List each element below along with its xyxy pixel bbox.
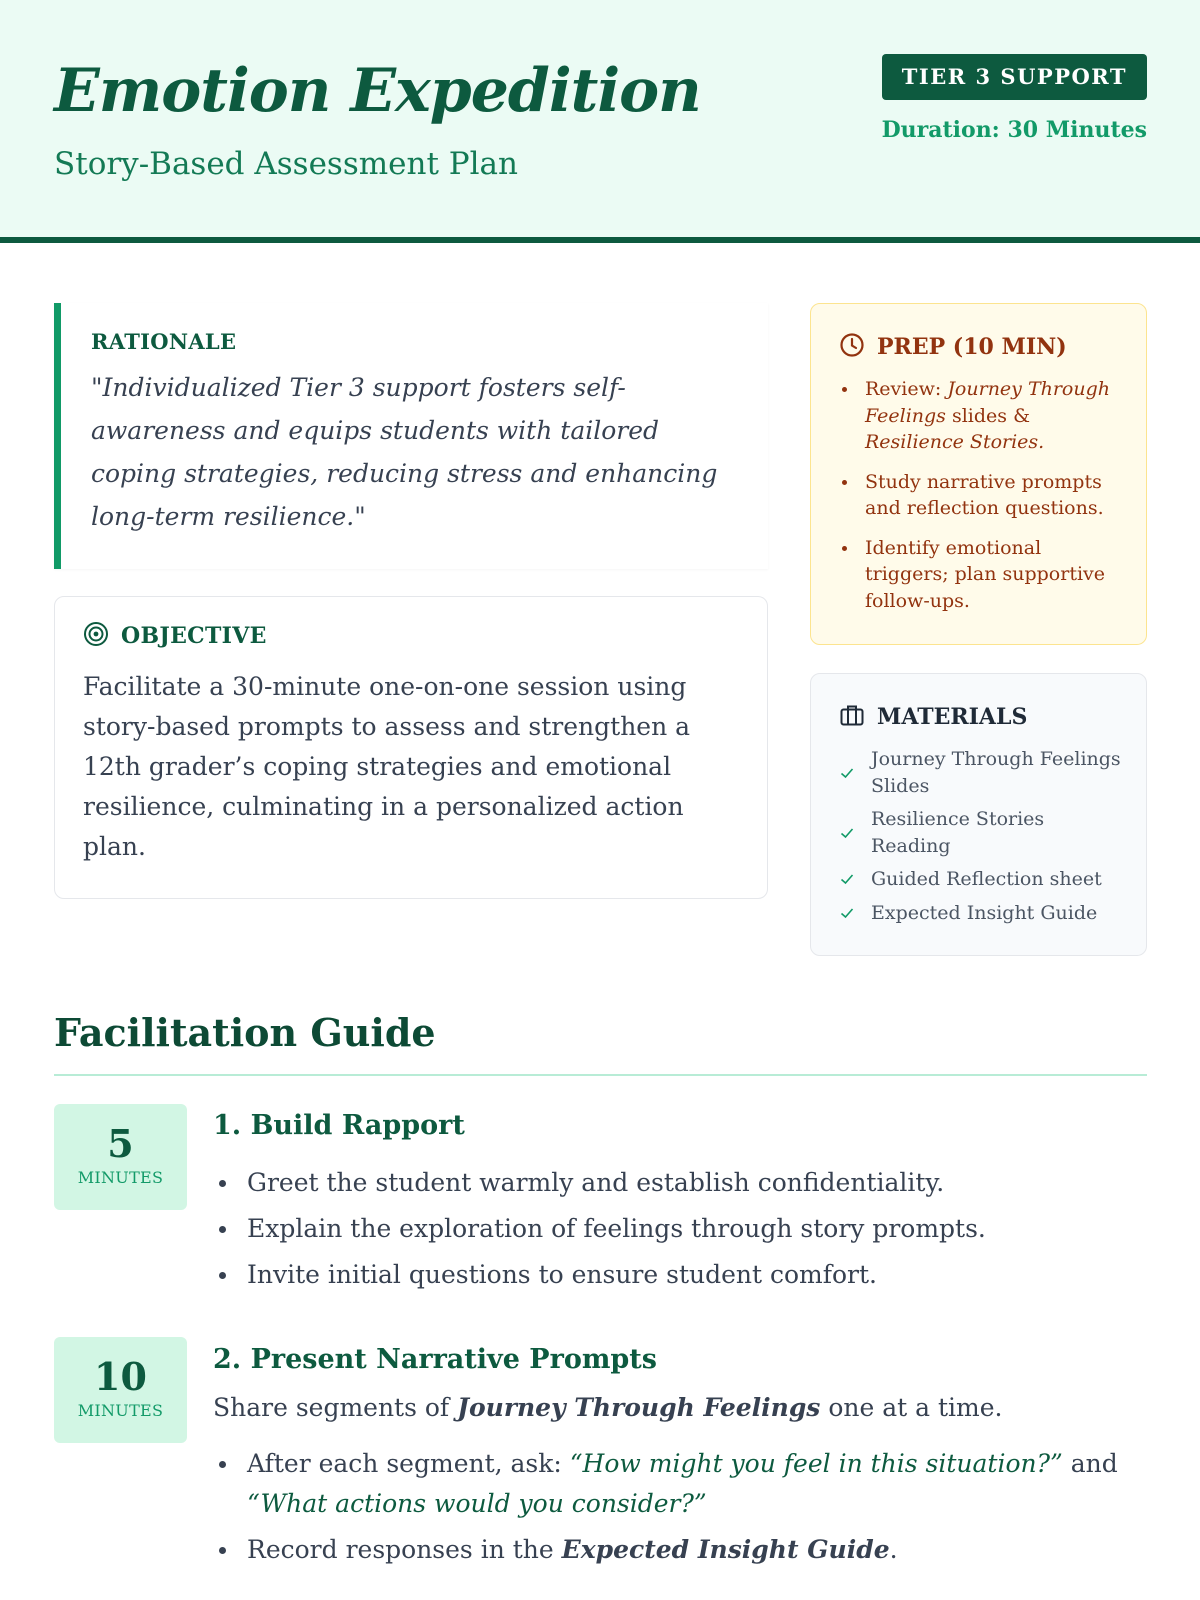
time-unit: MINUTES (77, 1401, 164, 1420)
rationale-quote: "Individualized Tier 3 support fosters self-awareness and equips students with tailored coping strategies, reducing stress and enhancing long-term resilience." (91, 373, 718, 531)
step-title: 1. Build Rapport (213, 1110, 465, 1141)
step-item: Invite initial questions to ensure student comfort. (213, 1255, 1148, 1295)
step-item: Explain the exploration of feelings through story prompts. (213, 1209, 1148, 1249)
prep-list (839, 376, 1122, 614)
time-badge (54, 1337, 187, 1443)
prep-item: Study narrative prompts and reflection questions. (839, 469, 1122, 522)
rationale-card (54, 303, 768, 569)
target-icon (83, 621, 109, 651)
materials-label: MATERIALS (877, 704, 1028, 730)
materials-item: Journey Through Feelings Slides (839, 746, 1122, 799)
duration-label: Duration: 30 Minutes (881, 117, 1147, 143)
check-icon (839, 905, 861, 921)
clock-icon (839, 332, 865, 362)
materials-item: Expected Insight Guide (839, 900, 1122, 927)
page-subtitle: Story-Based Assessment Plan (54, 146, 518, 182)
divider (54, 1074, 1147, 1076)
step-item: Greet the student warmly and establish confidentiality. (213, 1163, 1148, 1203)
time-badge (54, 1104, 187, 1210)
step-item: After each segment, ask: “How might you feel in this situation?” and “What actions would you consider?” (213, 1444, 1148, 1524)
rationale-label: RATIONALE (91, 329, 237, 354)
materials-card (810, 673, 1147, 956)
materials-list (839, 746, 1122, 926)
step-item: Record responses in the Expected Insight Guide. (213, 1530, 1148, 1570)
time-minutes: 5 (107, 1121, 134, 1166)
objective-text: Facilitate a 30-minute one-on-one session using story-based prompts to assess and strengthen a 12th grader’s coping strategies and emotional resilience, culminating in a personalized action plan. (83, 672, 691, 861)
briefcase-icon (839, 702, 865, 732)
objective-card (54, 596, 768, 899)
step-list (213, 1444, 1148, 1576)
prep-item: Identify emotional triggers; plan supportive follow-ups. (839, 535, 1122, 615)
tier-badge: TIER 3 SUPPORT (882, 54, 1147, 100)
page-title: Emotion Expedition (54, 56, 701, 126)
check-icon (839, 825, 861, 841)
objective-label: OBJECTIVE (121, 623, 267, 649)
prep-card (810, 303, 1147, 645)
check-icon (839, 871, 861, 887)
step-title: 2. Present Narrative Prompts (213, 1344, 657, 1375)
step-list (213, 1163, 1148, 1301)
check-icon (839, 765, 861, 781)
prep-label: PREP (10 MIN) (877, 334, 1067, 360)
time-unit: MINUTES (77, 1168, 164, 1187)
prep-item: Review: Journey Through Feelings slides & Resilience Stories. (839, 376, 1122, 456)
materials-item: Resilience Stories Reading (839, 806, 1122, 859)
time-minutes: 10 (94, 1354, 147, 1399)
step-intro: Share segments of Journey Through Feelings one at a time. (213, 1393, 1003, 1422)
facilitation-guide-heading: Facilitation Guide (54, 1010, 436, 1055)
materials-item: Guided Reflection sheet (839, 866, 1122, 893)
page-header (0, 0, 1200, 243)
